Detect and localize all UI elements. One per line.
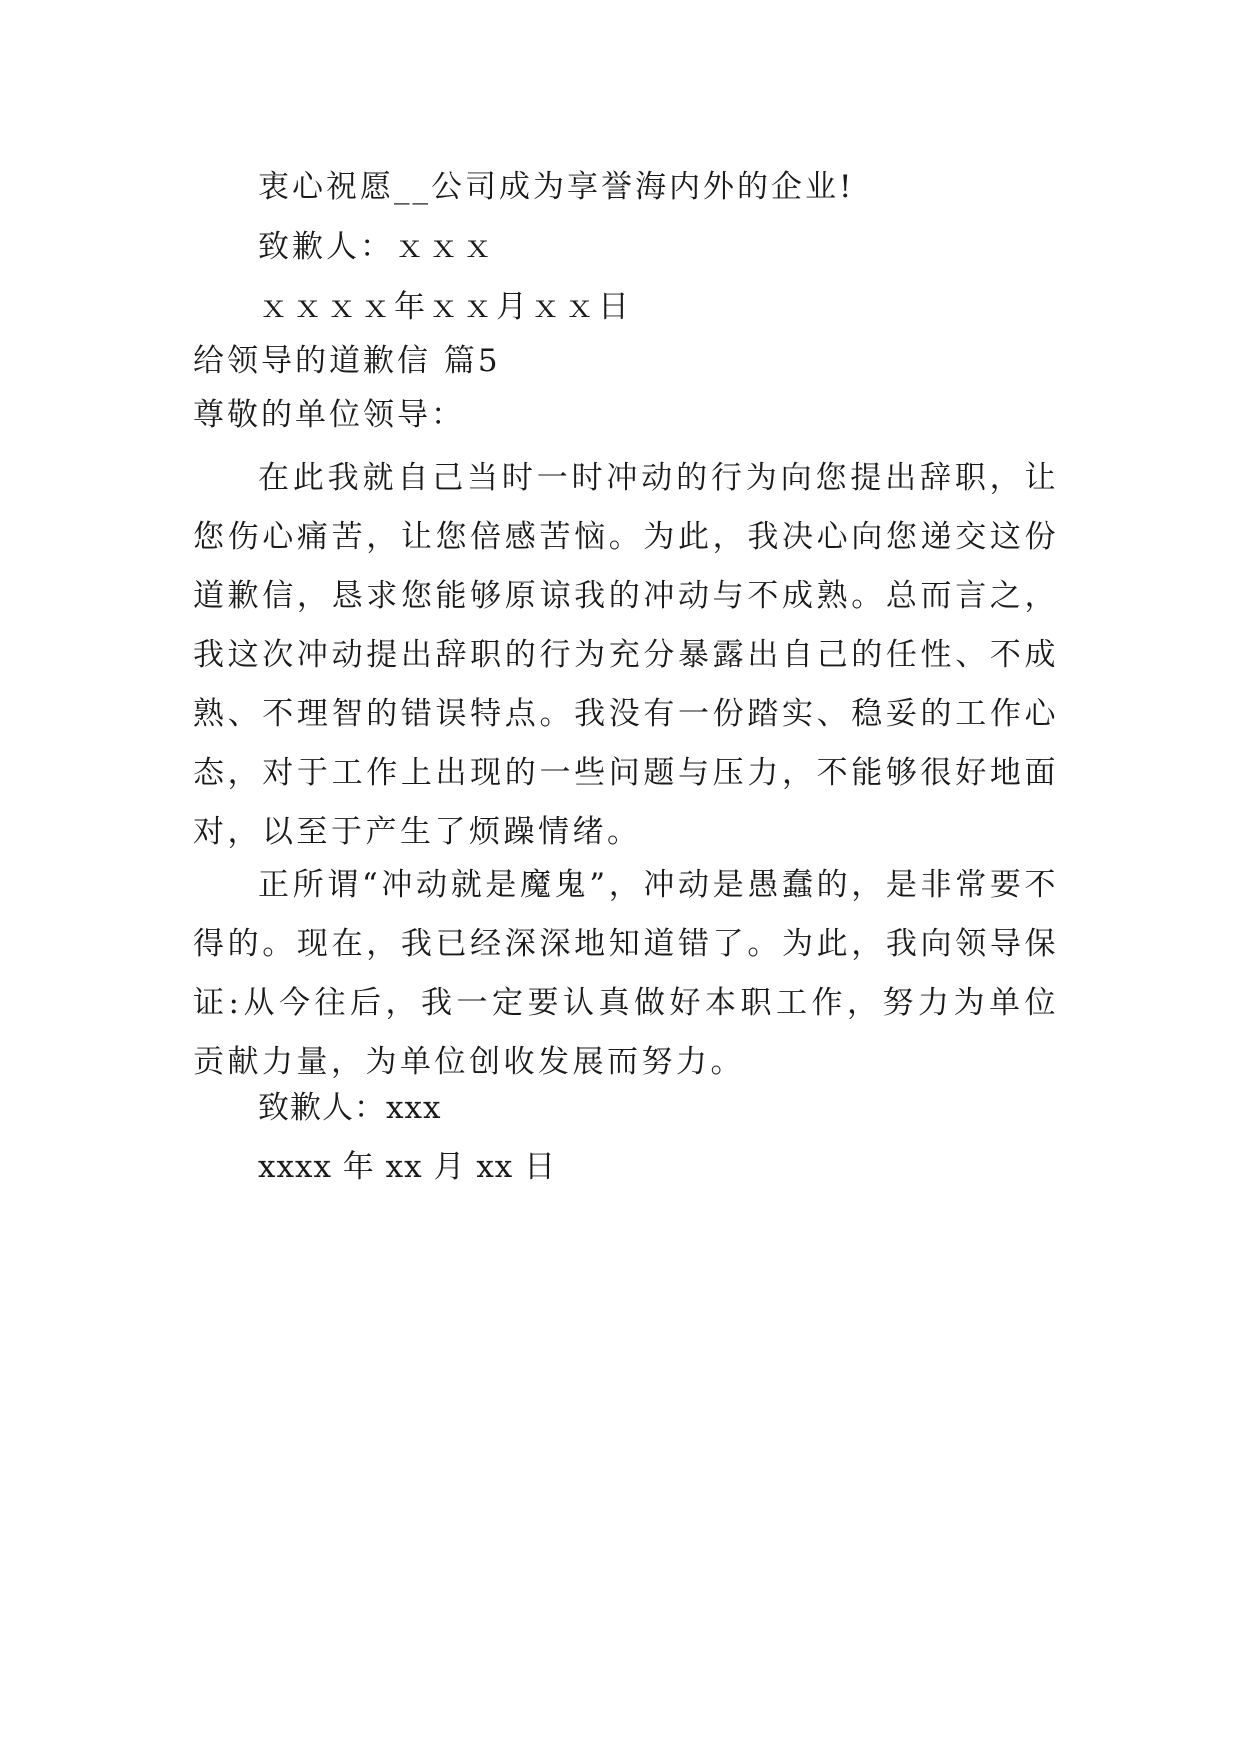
- body-paragraph: 在此我就自己当时一时冲动的行为向您提出辞职，让您伤心痛苦，让您倍感苦恼。为此，我决心向您递交这份道歉信，恳求您能够原谅我的冲动与不成熟。总而言之，我这次冲动提出辞职的行为充分暴露出自己的任性、不成熟、不理智的错误特点。我没有一份踏实、稳妥的工作心态，对于工作上出现的一些问题与压力，不能够很好地面对，以至于产生了烦躁情绪。: [193, 460, 1059, 850]
- signature-line: 致歉人：ｘｘｘ: [258, 229, 496, 265]
- date-line: xxxx 年 xx 月 xx 日: [258, 1149, 557, 1185]
- section-title: 给领导的道歉信 篇5: [193, 343, 501, 379]
- date-line: ｘｘｘｘ年ｘｘ月ｘｘ日: [258, 289, 632, 325]
- closing-wish: 衷心祝愿__公司成为享誉海内外的企业!: [258, 169, 855, 205]
- signature-line: 致歉人：xxx: [258, 1090, 442, 1126]
- body-paragraph: 正所谓“冲动就是魔鬼”，冲动是愚蠢的，是非常要不得的。现在，我已经深深地知道错了。为此，我向领导保证:从今往后，我一定要认真做好本职工作，努力为单位贡献力量，为单位创收发展而努力。: [193, 867, 1059, 1080]
- salutation: 尊敬的单位领导：: [193, 397, 465, 433]
